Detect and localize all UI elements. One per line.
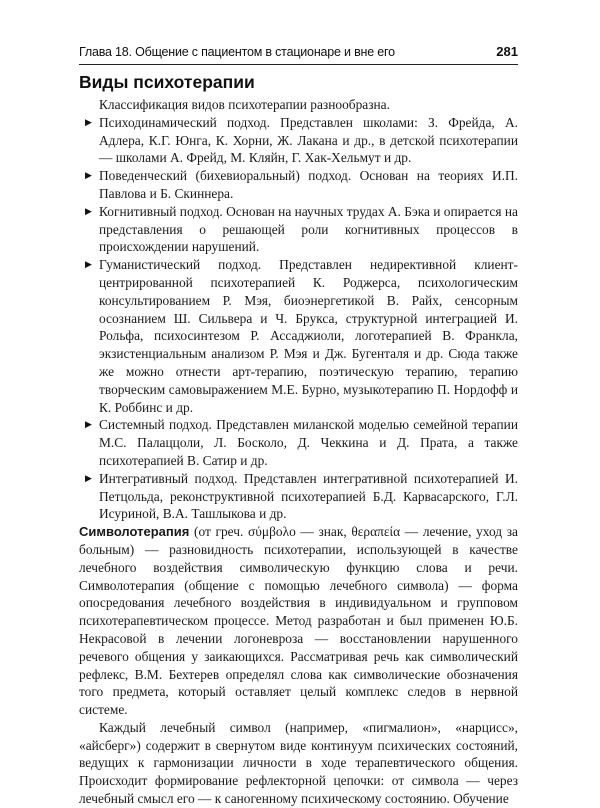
list-item [79,114,518,167]
last-paragraph: Каждый лечебный символ (например, «пигмалион», «нарцисс», «айсберг») содержит в свернутом виде континуум психических состояний, ведущих к гармонизации личности в ходе терапевтического общения. Происходит формирование рефлекторной цепочки: от символа — через лечебный смысл его — к саногенному психическому состоянию. Обучение [79,719,518,807]
bullet-arrow-icon: ▶ [85,170,92,181]
list-item [79,167,518,203]
approaches-list [79,114,518,523]
section-title: Виды психотерапии [79,72,255,92]
list-item-text: Гуманистический подход. Представлен недирективной клиент-центрированной психотерапией К. Роджерса, психологическим консультированием Р. Мэя, биоэнергетикой В. Райх, сенсорным осознанием Ш. Сильвера и Ч. Брукса, структурной интеграцией И. Рольфа, психосинтезом Р. Ассаджиоли, логотерапией В. Франкла, экзистенциальным анализом Р. Мэя и Дж. Бугенталя и др. Сюда также же можно отнести арт-терапию, поэтическую терапию, терапию творческим самовыражением М.Е. Бурно, музыкотерапию П. Нордофф и К. Роббинс и др. [99,257,518,415]
list-item-text: Системный подход. Представлен миланской моделью семейной терапии М.С. Палаццоли, Л. Босколо, Д. Чеккина и Д. Прата, а также психотерапией В. Сатир и др. [99,417,518,468]
bullet-arrow-icon: ▶ [85,472,92,483]
list-item [79,416,518,469]
bullet-arrow-icon: ▶ [85,205,92,216]
page-number: 281 [496,44,518,59]
list-item-text: Психодинамический подход. Представлен школами: З. Фрейда, А. Адлера, К.Г. Юнга, К. Хорни, Ж. Лакана и др., в детской психотерапии — школами А. Фрейд, М. Кляйн, Г. Хак-Хельмут и др. [99,114,518,166]
list-item-text: Когнитивный подход. Основан на научных трудах А. Бэка и опирается на представления о решающей роли когнитивных процессов в происхождении нарушений. [99,203,518,255]
bullet-arrow-icon: ▶ [85,419,92,430]
symbolotherapy-term: Символотерапия [79,524,190,540]
symbolotherapy-paragraph [79,523,518,719]
list-item [79,256,518,416]
list-item [79,203,518,256]
symbolotherapy-text: (от греч. σύμβολο — знак, θεραπεία — лечение, уход за больным) — разновидность психотерапии, использующей в качестве лечебного воздействия символическую функцию слова и речи. Символотерапия (общение с помощью лечебного символа) — форма опосредования лечебного воздействия в индивидуальном и групповом психотерапевтическом процессе. Метод разработан и был применен Ю.Б. Некрасовой в лечении логоневроза — восстановлении нарушенного речевого общения у заикающихся. Рассматривая речь как символический рефлекс, В.М. Бехтерев определял слова как символические обозначения того предмета, который оставляет целый комплекс следов в нервной системе. [79,524,518,718]
running-header [79,40,518,65]
bullet-arrow-icon: ▶ [85,259,92,270]
list-item [79,470,518,523]
bullet-arrow-icon: ▶ [85,116,92,127]
body-text [79,96,518,808]
list-item-text: Интегративный подход. Представлен интегративной психотерапией И. Петцольда, реконструктивной психотерапией Б.Д. Карвасарского, Г.Л. Исуриной, В.А. Ташлыкова и др. [99,470,518,522]
chapter-title: Глава 18. Общение с пациентом в стационаре и вне его [79,45,395,59]
list-item-text: Поведенческий (бихевиоральный) подход. Основан на теориях И.П. Павлова и Б. Скиннера. [99,168,518,201]
intro-paragraph: Классификация видов психотерапии разнообразна. [99,97,390,112]
